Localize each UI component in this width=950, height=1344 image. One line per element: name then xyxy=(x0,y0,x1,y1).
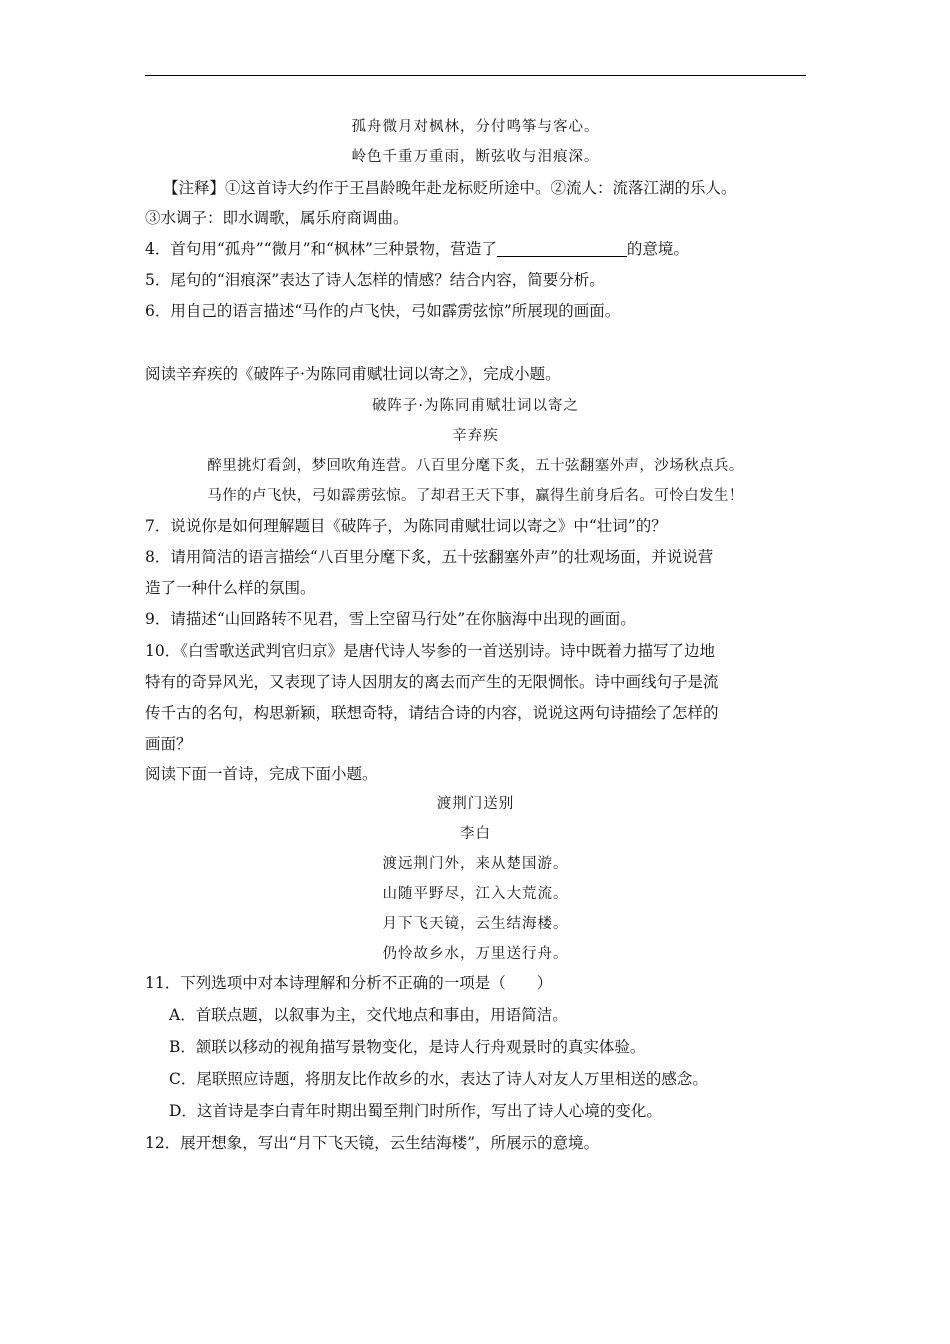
question-7: 7．说说你是如何理解题目《破阵子，为陈同甫赋壮词以寄之》中“壮词”的？ xyxy=(145,517,667,535)
question-12: 12．展开想象，写出“月下飞天镜，云生结海楼”，所展示的意境。 xyxy=(145,1134,600,1152)
poem1-line: 岭色千重万重雨，断弦收与泪痕深。 xyxy=(351,149,600,165)
note-line: ③水调子：即水调歌，属乐府商调曲。 xyxy=(145,209,409,227)
poem2-author: 辛弃疾 xyxy=(452,428,499,444)
question-8: 造了一种什么样的氛围。 xyxy=(145,579,316,597)
question-11: 11．下列选项中对本诗理解和分析不正确的一项是（ ） xyxy=(145,974,553,992)
question-4 xyxy=(145,239,806,259)
poem3-line: 月下飞天镜，云生结海楼。 xyxy=(382,916,569,932)
option-c[interactable]: C．尾联照应诗题，将朋友比作故乡的水，表达了诗人对友人万里相送的感念。 xyxy=(169,1070,708,1088)
option-a[interactable]: A．首联点题，以叙事为主，交代地点和事由，用语简洁。 xyxy=(169,1006,568,1024)
poem2-title: 破阵子·为陈同甫赋壮词以寄之 xyxy=(371,398,580,414)
question-4-text: 4．首句用“孤舟”“微月”和“枫林”三种景物，营造了 xyxy=(145,240,497,258)
poem2-line: 醉里挑灯看剑，梦回吹角连营。八百里分麾下炙，五十弦翻塞外声，沙场秋点兵。 xyxy=(207,458,744,474)
question-8: 8．请用简洁的语言描绘“八百里分麾下炙，五十弦翻塞外声”的壮观场面，并说说营 xyxy=(145,548,714,566)
reading-intro: 阅读辛弃疾的《破阵子·为陈同甫赋壮词以寄之》，完成小题。 xyxy=(145,365,561,383)
poem3-line: 渡远荆门外，来从楚国游。 xyxy=(382,856,569,872)
question-9: 9．请描述“山回路转不见君，雪上空留马行处”在你脑海中出现的画面。 xyxy=(145,610,636,628)
poem3-line: 仍怜故乡水，万里送行舟。 xyxy=(382,946,569,962)
poem1-line: 孤舟微月对枫林，分付鸣筝与客心。 xyxy=(351,119,600,135)
question-10: 传千古的名句，构思新颖，联想奇特，请结合诗的内容，说说这两句诗描绘了怎样的 xyxy=(145,704,719,722)
option-d[interactable]: D．这首诗是李白青年时期出蜀至荆门时所作，写出了诗人心境的变化。 xyxy=(169,1102,662,1120)
option-b[interactable]: B．颔联以移动的视角描写景物变化，是诗人行舟观景时的真实体验。 xyxy=(169,1038,646,1056)
question-10: 10．《白雪歌送武判官归京》是唐代诗人岑参的一首送别诗。诗中既着力描写了边地 xyxy=(145,642,715,660)
question-10: 画面？ xyxy=(145,735,192,753)
question-4-tail: 的意境。 xyxy=(626,240,689,258)
poem3-title: 渡荆门送别 xyxy=(436,796,515,812)
poem2-line: 马作的卢飞快，弓如霹雳弦惊。了却君王天下事，赢得生前身后名。可怜白发生！ xyxy=(207,488,744,504)
poem3-line: 山随平野尽，江入大荒流。 xyxy=(382,886,569,902)
reading-intro: 阅读下面一首诗，完成下面小题。 xyxy=(145,765,378,783)
question-6: 6．用自己的语言描述“马作的卢飞快，弓如霹雳弦惊”所展现的画面。 xyxy=(145,302,621,320)
header-rule xyxy=(145,75,806,76)
question-5: 5．尾句的“泪痕深”表达了诗人怎样的情感？结合内容，简要分析。 xyxy=(145,271,605,289)
question-10: 特有的奇异风光，又表现了诗人因朋友的离去而产生的无限惆怅。诗中画线句子是流 xyxy=(145,673,719,691)
poem3-author: 李白 xyxy=(460,826,491,842)
note-line: 【注释】①这首诗大约作于王昌龄晚年赴龙标贬所途中。②流人：流落江湖的乐人。 xyxy=(163,179,737,197)
answer-blank[interactable] xyxy=(497,240,627,257)
